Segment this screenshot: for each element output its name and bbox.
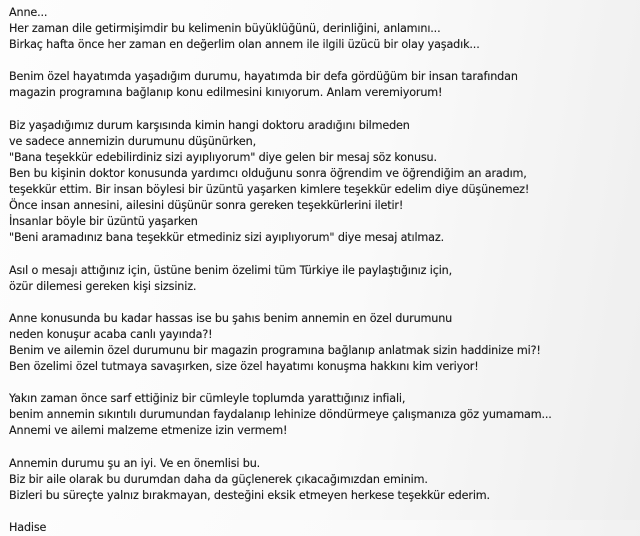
paragraph-7: [9, 456, 634, 504]
text-line: magazin programına bağlanıp konu edilmesini kınıyorum. Anlam veremiyorum!: [9, 86, 443, 100]
text-line: teşekkür ettim. Bir insan böylesi bir üzüntü yaşarken kimlere teşekkür edelim diye düşünemez!: [9, 183, 530, 197]
text-line: Benim ve ailemin özel durumunu bir magazin programına bağlanıp anlatmak sizin haddinize mi?!: [9, 343, 541, 357]
signature: Hadise: [9, 521, 47, 534]
text-line: Annemin durumu şu an iyi. Ve en önemlisi bu.: [9, 456, 261, 470]
text-line: Ben bu kişinin doktor konusunda yardımcı olduğunu sonra öğrendim ve öğrendiğim an aradım,: [9, 166, 527, 180]
paragraph-2: [9, 69, 634, 101]
paragraph-6: [9, 391, 634, 439]
paragraph-gap: [9, 246, 634, 262]
text-line: Asıl o mesajı attığınız için, üstüne benim özelimi tüm Türkiye ile paylaştığınız için,: [9, 263, 453, 277]
text-line: Anne konusunda bu kadar hassas ise bu şahıs benim annemin en özel durumunu: [9, 311, 453, 325]
paragraph-5: [9, 311, 634, 375]
text-line: "Bana teşekkür edebilirdiniz sizi ayıplıyorum" diye gelen bir mesaj söz konusu.: [9, 150, 437, 164]
salutation: Anne...: [9, 6, 48, 19]
text-line: "Beni aramadınız bana teşekkür etmediniz sizi ayıplıyorum" diye mesaj atılmaz.: [9, 231, 445, 245]
paragraph-gap: [9, 504, 634, 520]
text-line: İnsanlar böyle bir üzüntü yaşarken: [9, 215, 198, 229]
letter-body: [9, 5, 634, 536]
text-line: Her zaman dile getirmişimdir bu kelimenin büyüklüğünü, derinliğini, anlamını...: [9, 22, 441, 36]
paragraph-gap: [9, 102, 634, 118]
text-line: Önce insan annesini, ailesini düşünür sonra gereken teşekkürlerini iletir!: [9, 199, 404, 213]
paragraph-gap: [9, 440, 634, 456]
text-line: Yakın zaman önce sarf ettiğiniz bir cümleyle toplumda yarattığınız infiali,: [9, 392, 406, 406]
text-line: Annemi ve ailemi malzeme etmenize izin vermem!: [9, 424, 288, 438]
text-line: neden konuşur acaba canlı yayında?!: [9, 327, 213, 341]
text-line: Birkaç hafta önce her zaman en değerlim olan annem ile ilgili üzücü bir olay yaşadık...: [9, 38, 480, 52]
text-line: Biz yaşadığımız durum karşısında kimin hangi doktoru aradığını bilmeden: [9, 118, 410, 132]
text-line: Bizleri bu süreçte yalnız bırakmayan, desteğini eksik etmeyen herkese teşekkür ederim.: [9, 488, 490, 502]
text-line: ve sadece annemizin durumunu düşünürken,: [9, 134, 256, 148]
paragraph-1: [9, 21, 634, 53]
text-line: benim annemin sıkıntılı durumundan faydalanıp lehinize döndürmeye çalışmanıza göz yumamam...: [9, 408, 552, 422]
text-line: Ben özelimi özel tutmaya savaşırken, size özel hayatımı konuşma hakkını kim veriyor!: [9, 360, 479, 374]
paragraph-3: [9, 118, 634, 247]
paragraph-gap: [9, 53, 634, 69]
text-line: özür dilemesi gereken kişi sizsiniz.: [9, 279, 197, 293]
text-line: Biz bir aile olarak bu durumdan daha da güçlenerek çıkacağımızdan eminim.: [9, 472, 428, 486]
text-line: Benim özel hayatımda yaşadığım durumu, hayatımda bir defa gördüğüm bir insan tarafından: [9, 70, 518, 84]
paragraph-gap: [9, 295, 634, 311]
paragraph-4: [9, 263, 634, 295]
paragraph-gap: [9, 375, 634, 391]
